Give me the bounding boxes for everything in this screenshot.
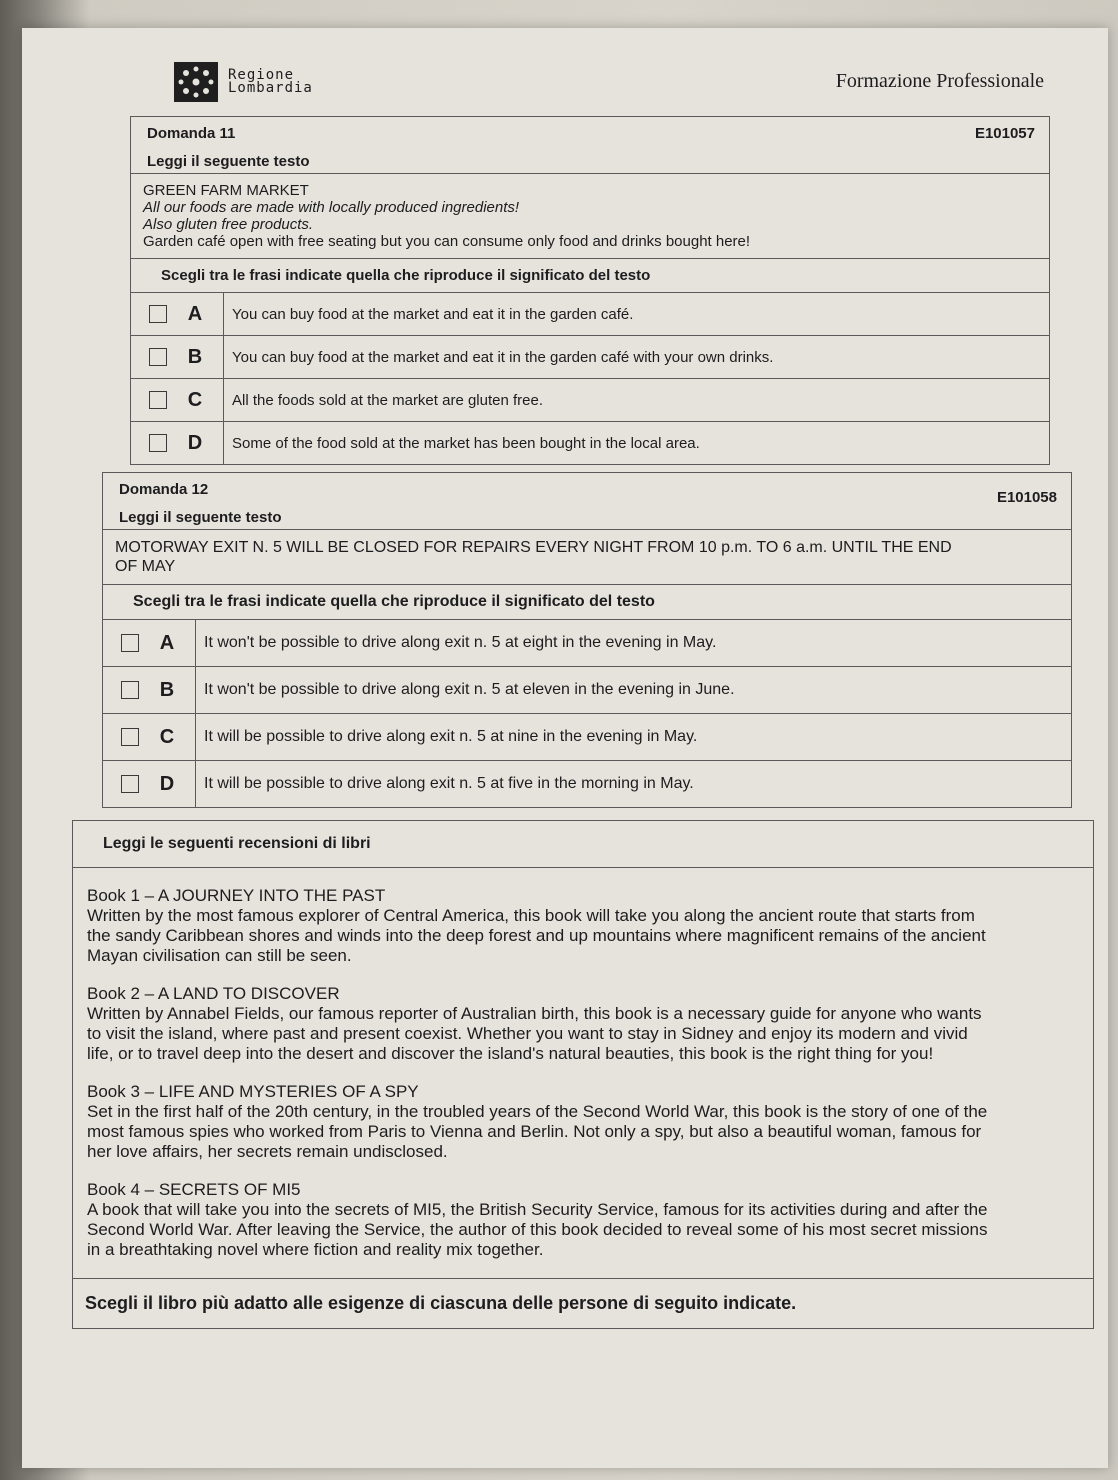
option-checkbox[interactable] bbox=[121, 728, 139, 746]
option-text: All the foods sold at the market are gluten free. bbox=[232, 391, 544, 409]
option-letter: B bbox=[159, 678, 175, 701]
logo-line-2: Lombardia bbox=[228, 80, 313, 96]
text-line: GREEN FARM MARKET bbox=[143, 182, 309, 199]
reviews-instruction: Scegli il libro più adatto alle esigenze di ciascuna delle persone di seguito indicate. bbox=[73, 1278, 1093, 1329]
option-text: You can buy food at the market and eat it in the garden café with your own drinks. bbox=[232, 348, 774, 366]
book-title: Book 4 – SECRETS OF MI5 bbox=[87, 1180, 301, 1199]
option-text: Some of the food sold at the market has been bought in the local area. bbox=[232, 434, 700, 452]
question-instruction: Leggi il seguente testo bbox=[119, 509, 282, 526]
option-letter: B bbox=[187, 345, 203, 368]
question-11 bbox=[130, 116, 1050, 465]
regione-lombardia-logo bbox=[174, 62, 313, 102]
text-line: All our foods are made with locally produced ingredients! bbox=[143, 199, 520, 216]
option-b[interactable] bbox=[103, 667, 1071, 714]
question-12-header bbox=[103, 473, 1071, 530]
book-title: Book 3 – LIFE AND MYSTERIES OF A SPY bbox=[87, 1082, 419, 1101]
book-reviews bbox=[72, 820, 1094, 1329]
question-12-choose: Scegli tra le frasi indicate quella che riproduce il significato del testo bbox=[103, 585, 1071, 620]
book-review bbox=[73, 886, 1093, 966]
question-code: E101057 bbox=[974, 125, 1035, 142]
book-line: in a breathtaking novel where fiction and reality mix together. bbox=[87, 1240, 544, 1259]
formazione-title: Formazione Professionale bbox=[835, 70, 1044, 92]
option-c[interactable] bbox=[103, 714, 1071, 761]
question-11-header bbox=[131, 117, 1049, 174]
book-title: Book 2 – A LAND TO DISCOVER bbox=[87, 984, 340, 1003]
option-letter: D bbox=[187, 431, 203, 454]
option-letter: D bbox=[159, 772, 175, 795]
option-checkbox[interactable] bbox=[121, 634, 139, 652]
text-line: MOTORWAY EXIT N. 5 WILL BE CLOSED FOR REPAIRS EVERY NIGHT FROM 10 p.m. TO 6 a.m. UNTIL THE END bbox=[115, 539, 952, 556]
text-line: OF MAY bbox=[115, 558, 176, 575]
question-number: Domanda 12 bbox=[119, 481, 209, 498]
book-line: Second World War. After leaving the Service, the author of this book decided to reveal some of his most secret missions bbox=[87, 1220, 988, 1239]
option-text: It won't be possible to drive along exit n. 5 at eleven in the evening in June. bbox=[204, 681, 735, 698]
book-review bbox=[73, 984, 1093, 1064]
option-letter: C bbox=[159, 725, 175, 748]
exam-sheet bbox=[22, 28, 1108, 1468]
book-line: Written by Annabel Fields, our famous reporter of Australian birth, this book is a necessary guide for anyone who wants bbox=[87, 1004, 982, 1023]
question-code: E101058 bbox=[996, 489, 1057, 506]
option-c[interactable] bbox=[131, 379, 1049, 422]
option-d[interactable] bbox=[131, 422, 1049, 464]
book-line: to visit the island, where past and present coexist. Whether you want to stay in Sidney and enjoy its modern and vivid bbox=[87, 1024, 968, 1043]
reviews-heading: Leggi le seguenti recensioni di libri bbox=[73, 821, 1093, 868]
question-12-text bbox=[103, 530, 1071, 585]
option-text: You can buy food at the market and eat it in the garden café. bbox=[232, 305, 634, 323]
book-line: Mayan civilisation can still be seen. bbox=[87, 946, 352, 965]
option-letter: C bbox=[187, 388, 203, 411]
option-a[interactable] bbox=[131, 293, 1049, 336]
question-number: Domanda 11 bbox=[147, 125, 236, 142]
option-checkbox[interactable] bbox=[121, 681, 139, 699]
text-line: Also gluten free products. bbox=[143, 216, 314, 233]
book-line: Written by the most famous explorer of Central America, this book will take you along the ancient route that starts from bbox=[87, 906, 975, 925]
book-line: most famous spies who worked from Paris to Vienna and Berlin. Not only a spy, but also a beautiful woman, famous for bbox=[87, 1122, 982, 1141]
option-text: It will be possible to drive along exit n. 5 at nine in the evening in May. bbox=[204, 728, 698, 745]
option-letter: A bbox=[159, 631, 175, 654]
option-d[interactable] bbox=[103, 761, 1071, 807]
option-checkbox[interactable] bbox=[121, 775, 139, 793]
book-review bbox=[73, 1082, 1093, 1162]
option-checkbox[interactable] bbox=[149, 391, 167, 409]
option-letter: A bbox=[187, 302, 203, 325]
book-line: Set in the first half of the 20th century, in the troubled years of the Second World War, this book is the story of one of the bbox=[87, 1102, 988, 1121]
book-review bbox=[73, 1180, 1093, 1260]
option-text: It won't be possible to drive along exit n. 5 at eight in the evening in May. bbox=[204, 634, 717, 651]
question-11-text bbox=[131, 174, 1049, 259]
book-title: Book 1 – A JOURNEY INTO THE PAST bbox=[87, 886, 386, 905]
option-b[interactable] bbox=[131, 336, 1049, 379]
book-line: life, or to travel deep into the desert and discover the island's natural beauties, this book is the right thing for you! bbox=[87, 1044, 934, 1063]
option-checkbox[interactable] bbox=[149, 434, 167, 452]
text-line: Garden café open with free seating but you can consume only food and drinks bought here! bbox=[143, 233, 751, 250]
book-line: the sandy Caribbean shores and winds into the deep forest and up mountains where magnificent remains of the ancient bbox=[87, 926, 986, 945]
page-header bbox=[174, 62, 1044, 122]
rosa-camuna-icon bbox=[174, 62, 218, 102]
logo-line-1: Regione bbox=[228, 67, 295, 83]
question-11-choose: Scegli tra le frasi indicate quella che riproduce il significato del testo bbox=[131, 259, 1049, 293]
option-checkbox[interactable] bbox=[149, 348, 167, 366]
question-instruction: Leggi il seguente testo bbox=[147, 153, 310, 170]
option-checkbox[interactable] bbox=[149, 305, 167, 323]
book-line: her love affairs, her secrets remain undisclosed. bbox=[87, 1142, 448, 1161]
option-a[interactable] bbox=[103, 620, 1071, 667]
question-12 bbox=[102, 472, 1072, 808]
book-line: A book that will take you into the secrets of MI5, the British Security Service, famous for its activities during and after the bbox=[87, 1200, 988, 1219]
option-text: It will be possible to drive along exit n. 5 at five in the morning in May. bbox=[204, 775, 694, 792]
